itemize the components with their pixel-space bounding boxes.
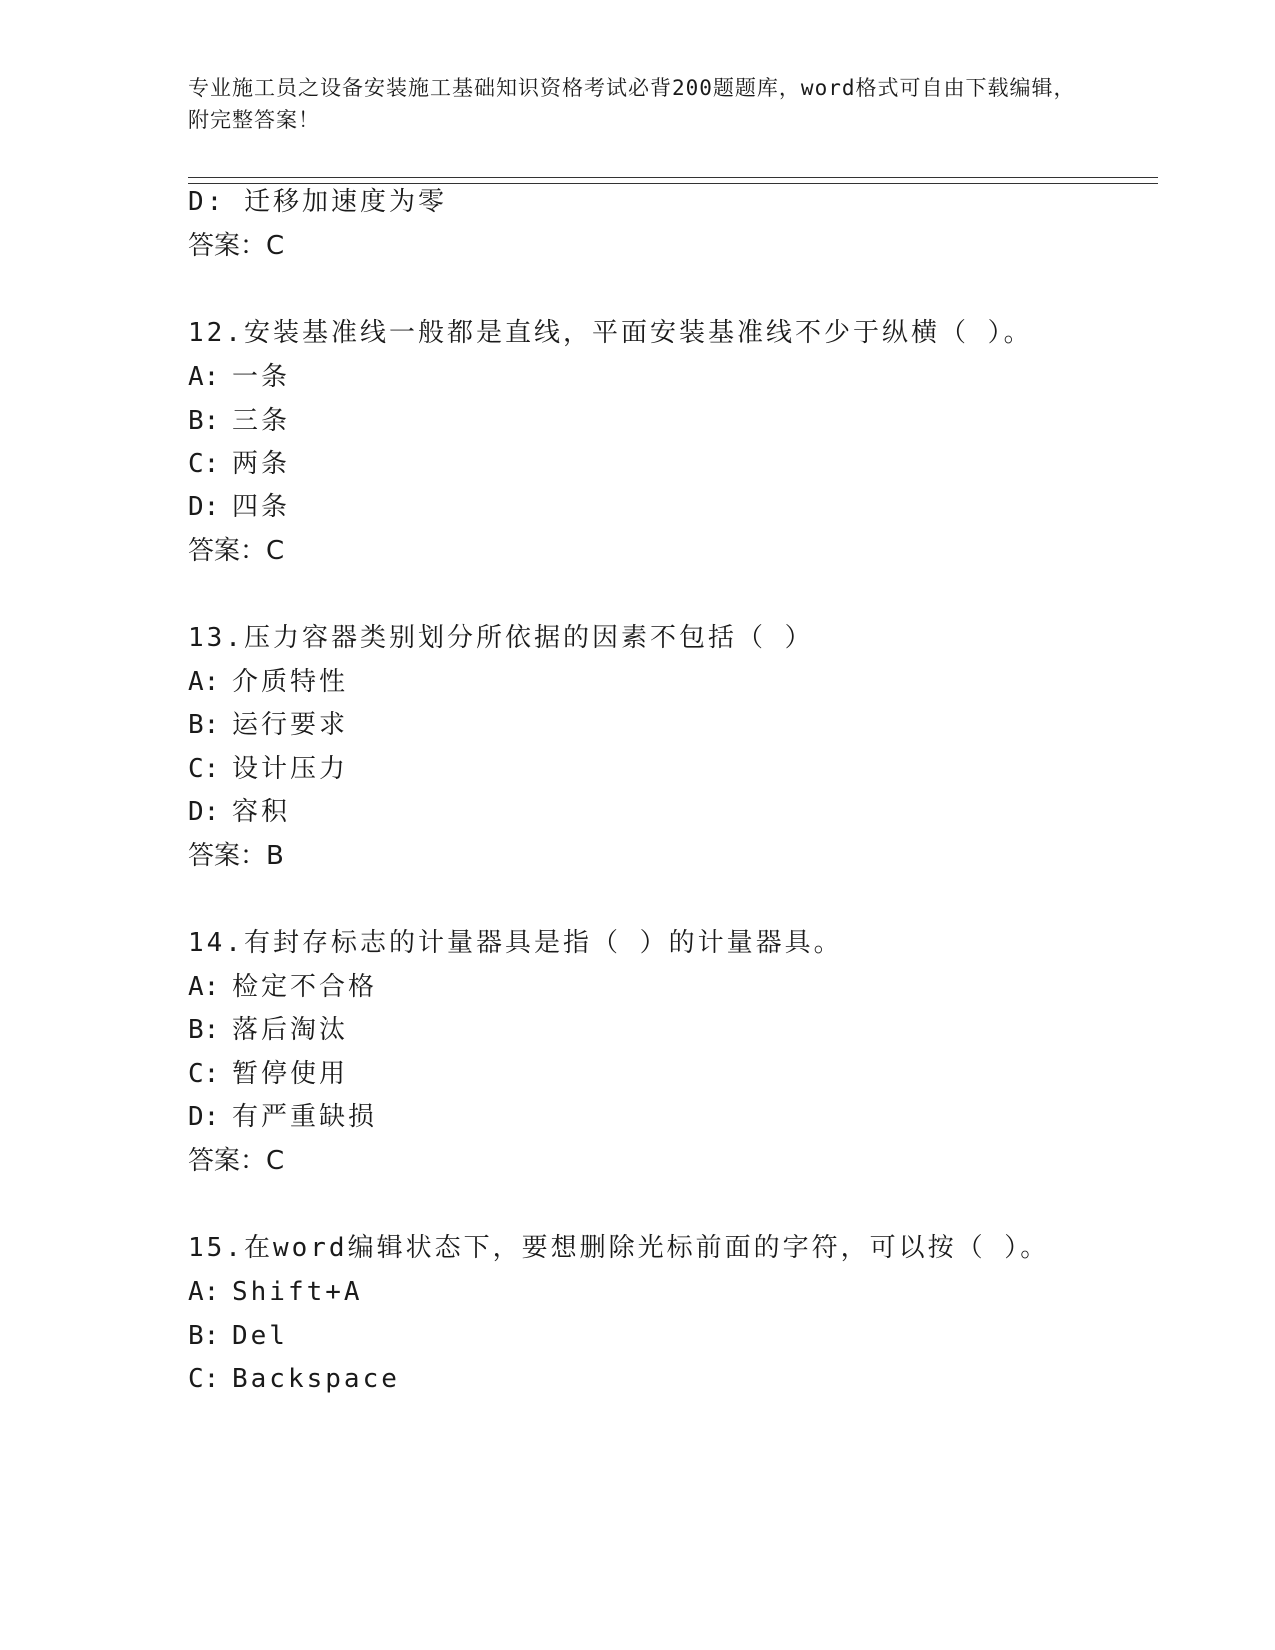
header-rule-bottom	[188, 183, 1158, 184]
option-text: Shift+A	[232, 1277, 363, 1307]
option-b	[188, 1015, 348, 1045]
option-b	[188, 1321, 288, 1351]
option-label: B:	[188, 1015, 220, 1045]
option-label: A:	[188, 972, 220, 1002]
option-label: B:	[188, 406, 220, 436]
option-label: D:	[188, 797, 220, 827]
option-label: D:	[188, 492, 220, 522]
option-label: D:	[188, 1102, 220, 1132]
option-label: B:	[188, 710, 220, 740]
option-a	[188, 362, 290, 392]
option-c	[188, 1059, 348, 1089]
question-stem: 15.在word编辑状态下，要想删除光标前面的字符，可以按（ ）。	[188, 1233, 1050, 1263]
header-rule-top	[188, 177, 1158, 178]
option-a	[188, 1277, 363, 1307]
option-a	[188, 667, 348, 697]
document-header: 专业施工员之设备安装施工基础知识资格考试必背200题题库，word格式可自由下载编辑，附完整答案！	[188, 76, 1076, 132]
option-text: 四条	[232, 492, 291, 522]
option-a	[188, 972, 377, 1002]
option-label: B:	[188, 1321, 220, 1351]
option-label: A:	[188, 1277, 220, 1307]
option-text: 设计压力	[232, 754, 349, 784]
option-text: 三条	[232, 406, 291, 436]
option-label: A:	[188, 362, 220, 392]
question-stem: 13.压力容器类别划分所依据的因素不包括（ ）	[188, 623, 814, 653]
prev-answer: 答案：C	[188, 231, 285, 261]
answer: 答案：C	[188, 1146, 285, 1176]
question-stem: 12.安装基准线一般都是直线，平面安装基准线不少于纵横（ ）。	[188, 318, 1033, 348]
option-text: 落后淘汰	[232, 1015, 349, 1045]
option-d	[188, 797, 290, 827]
option-text: Backspace	[232, 1364, 400, 1394]
option-text: 运行要求	[232, 710, 349, 740]
option-d	[188, 1102, 377, 1132]
option-label: A:	[188, 667, 220, 697]
option-label: C:	[188, 754, 220, 784]
prev-option-d: D: 迁移加速度为零	[188, 187, 447, 217]
option-text: 两条	[232, 449, 291, 479]
option-d	[188, 492, 290, 522]
option-text: 介质特性	[232, 667, 349, 697]
option-text: 一条	[232, 362, 291, 392]
option-text: Del	[232, 1321, 288, 1351]
option-text: 容积	[232, 797, 291, 827]
option-label: C:	[188, 1059, 220, 1089]
option-b	[188, 710, 348, 740]
answer: 答案：B	[188, 841, 284, 871]
option-label: C:	[188, 1364, 220, 1394]
option-text: 暂停使用	[232, 1059, 349, 1089]
question-stem: 14.有封存标志的计量器具是指（ ）的计量器具。	[188, 928, 843, 958]
option-text: 有严重缺损	[232, 1102, 378, 1132]
option-c	[188, 449, 290, 479]
option-label: C:	[188, 449, 220, 479]
answer: 答案：C	[188, 536, 285, 566]
option-c	[188, 754, 348, 784]
option-c	[188, 1364, 400, 1394]
option-text: 检定不合格	[232, 972, 378, 1002]
option-b	[188, 406, 290, 436]
